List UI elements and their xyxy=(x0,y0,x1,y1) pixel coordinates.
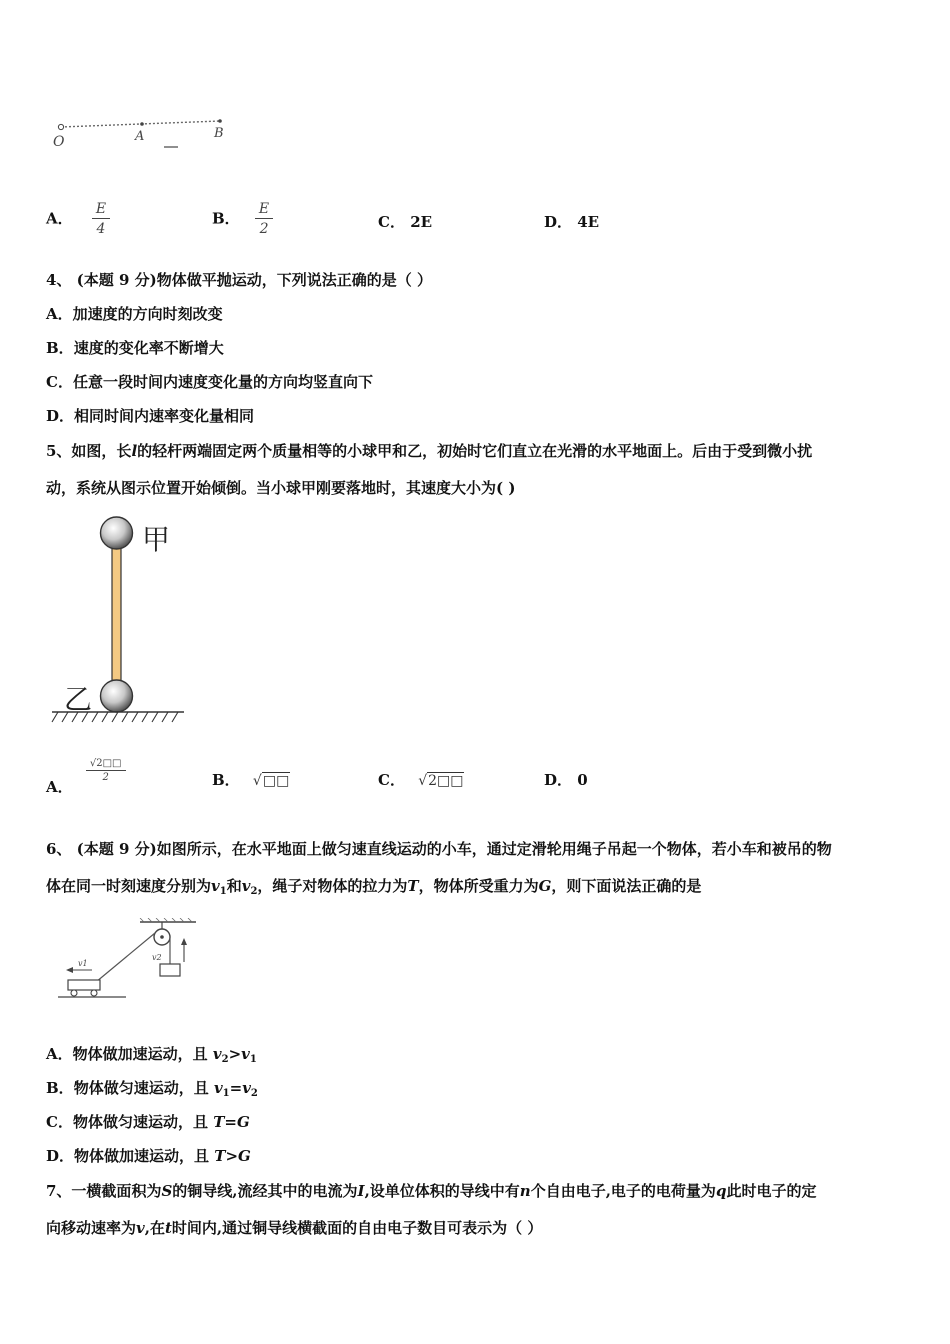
cart-wheel-right xyxy=(91,990,97,996)
q6-option-b[interactable]: B．物体做匀速运动，且 $v_1=v_2$ xyxy=(46,1079,258,1099)
ball-top xyxy=(101,517,133,549)
q3-option-b[interactable]: B． $\frac{E}{2}$ xyxy=(212,200,273,239)
v2-arrowhead xyxy=(181,938,187,945)
q5-option-d[interactable]: D． 0 xyxy=(544,771,588,789)
q7-stem-line1: 7、一横截面积为S的铜导线,流经其中的电流为I,设单位体积的导线中有n个自由电子,电子的电荷量为q此时电子的定 xyxy=(46,1182,817,1200)
q5-option-b[interactable]: B． √□□ xyxy=(212,771,290,789)
q6-option-c[interactable]: C．物体做匀速运动，且 T=G xyxy=(46,1113,250,1131)
q5-option-c[interactable]: C． √2□□ xyxy=(378,771,464,789)
fraction: $\frac{√2□□}{2}$ xyxy=(86,758,126,785)
sqrt-expression: √2□□ xyxy=(418,773,464,789)
label-jia: 甲 xyxy=(142,523,171,556)
ball-bottom xyxy=(101,680,133,712)
math-expression: $v_1=v_2$ xyxy=(213,1079,258,1099)
label-yi: 乙 xyxy=(64,683,93,716)
q6-stem-line1: 6、 (本题 9 分)如图所示，在水平地面上做匀速直线运动的小车，通过定滑轮用绳子吊起一个物体，若小车和被吊的物 xyxy=(46,840,832,858)
v2-label: v2 xyxy=(152,953,162,962)
q3-option-a[interactable]: A． $\frac{E}{4}$ xyxy=(46,200,110,239)
sqrt-expression: √□□ xyxy=(252,773,290,789)
math-expression: $v_2>v_1$ xyxy=(212,1045,257,1065)
q4-option-d[interactable]: D．相同时间内速率变化量相同 xyxy=(46,407,255,425)
q4-stem: 4、 (本题 9 分)物体做平抛运动，下列说法正确的是（ ） xyxy=(46,271,432,289)
q7-stem-line2: 向移动速率为v,在t时间内,通过铜导线横截面的自由电子数目可表示为（ ） xyxy=(46,1219,543,1237)
q6-option-d[interactable]: D．物体做加速运动，且 T>G xyxy=(46,1147,251,1165)
v1-arrowhead xyxy=(66,967,73,973)
point-a xyxy=(140,122,144,126)
fraction: $\frac{E}{4}$ xyxy=(92,200,110,239)
fraction: $\frac{E}{2}$ xyxy=(255,200,273,239)
point-b xyxy=(218,119,222,123)
q4-option-b[interactable]: B．速度的变化率不断增大 xyxy=(46,339,224,357)
q4-option-a[interactable]: A．加速度的方向时刻改变 xyxy=(46,305,223,323)
q5-stem-line1: 5、如图，长l的轻杆两端固定两个质量相等的小球甲和乙，初始时它们直立在光滑的水平地面上。后由于受到微小扰 xyxy=(46,442,813,460)
figure-rod-balls xyxy=(48,510,188,732)
cart-wheel-left xyxy=(71,990,77,996)
v1-label: v1 xyxy=(78,959,88,968)
q4-option-c[interactable]: C．任意一段时间内速度变化量的方向均竖直向下 xyxy=(46,373,373,391)
math-expression: T>G xyxy=(214,1147,251,1165)
pulley-axle xyxy=(160,935,164,939)
q6-stem-line2: 体在同一时刻速度分别为$v_1$和$v_2$，绳子对物体的拉力为T，物体所受重力为G，则下面说法正确的是 xyxy=(46,877,702,897)
figure-oab xyxy=(48,112,238,160)
point-o xyxy=(58,124,63,129)
q5-stem-line2: 动，系统从图示位置开始倾倒。当小球甲刚要落地时，其速度大小为( ) xyxy=(46,479,516,497)
rod xyxy=(112,544,121,696)
q6-option-a[interactable]: A．物体做加速运动，且 $v_2>v_1$ xyxy=(46,1045,257,1065)
cart-body xyxy=(68,980,100,990)
q5-option-a[interactable]: A． $\frac{√2□□}{2}$ xyxy=(46,758,126,797)
figure-cart-pulley xyxy=(56,918,204,1004)
label-b: B xyxy=(214,126,224,141)
hanging-block xyxy=(160,964,180,976)
label-a: A xyxy=(135,129,145,144)
q3-option-d[interactable]: D． 4E xyxy=(544,213,600,231)
q3-option-c[interactable]: C． 2E xyxy=(378,213,433,231)
math-expression: T=G xyxy=(213,1113,250,1131)
label-o: O xyxy=(53,134,65,150)
rope-to-cart xyxy=(96,933,155,982)
